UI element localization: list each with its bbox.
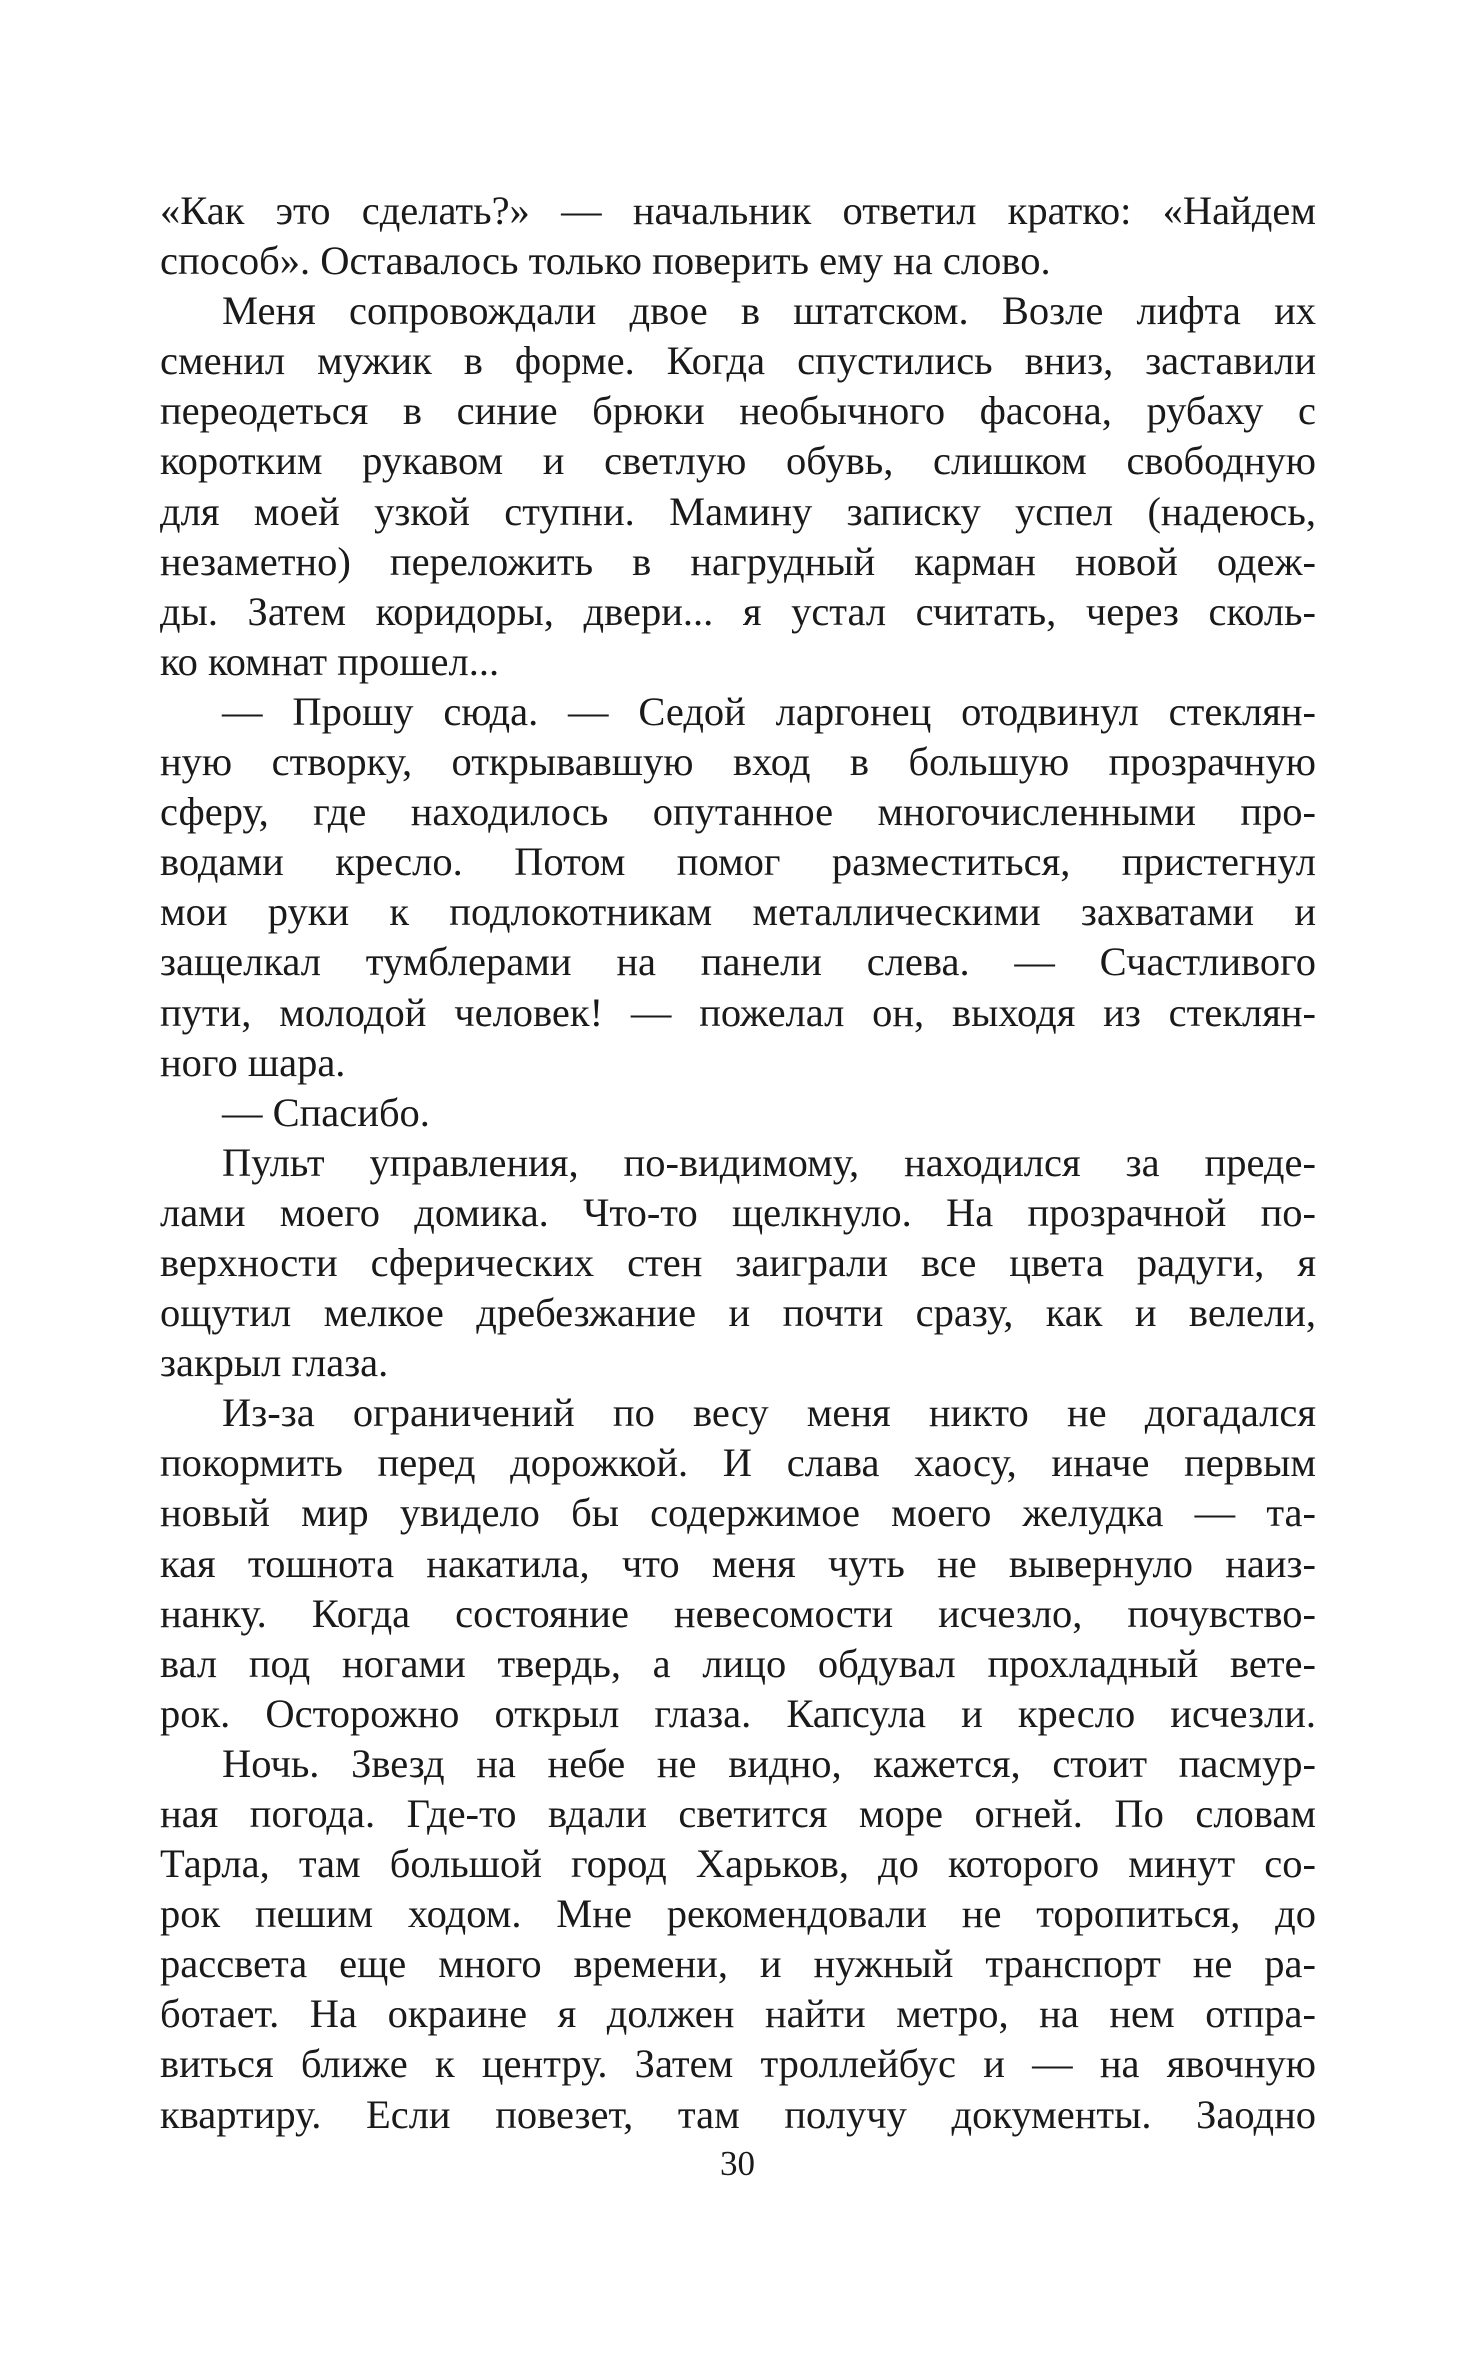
text-line: кая тошнота накатила, что меня чуть не вывернуло наиз- [160, 1540, 1316, 1586]
text-line: защелкал тумблерами на панели слева. — Счастливого [160, 939, 1316, 985]
text-line: незаметно) переложить в нагрудный карман новой одеж- [160, 538, 1316, 584]
text-line: переодеться в синие брюки необычного фасона, рубаху с [160, 388, 1316, 434]
text-line: коротким рукавом и светлую обувь, слишком свободную [160, 438, 1316, 484]
text-line: новый мир увидело бы содержимое моего желудка — та- [160, 1490, 1316, 1536]
text-line: способ». Оставалось только поверить ему на слово. [160, 238, 1051, 284]
text-line: покормить перед дорожкой. И слава хаосу, иначе первым [160, 1440, 1316, 1486]
text-line: виться ближе к центру. Затем троллейбус и — на явочную [160, 2041, 1316, 2087]
text-line: квартиру. Если повезет, там получу документы. Заодно [160, 2091, 1316, 2137]
text-line: рок пешим ходом. Мне рекомендовали не торопиться, до [160, 1891, 1316, 1937]
text-line: — Спасибо. [222, 1089, 430, 1135]
text-line: сферу, где находилось опутанное многочисленными про- [160, 789, 1316, 835]
text-line: Тарла, там большой город Харьков, до которого минут со- [160, 1841, 1316, 1887]
text-line: Из-за ограничений по весу меня никто не догадался [222, 1390, 1316, 1436]
text-line: Меня сопровождали двое в штатском. Возле лифта их [222, 288, 1316, 334]
text-line: — Прошу сюда. — Седой ларгонец отодвинул стеклян- [222, 688, 1316, 734]
text-line: «Как это сделать?» — начальник ответил кратко: «Найдем [160, 188, 1316, 233]
text-line: мои руки к подлокотникам металлическими захватами и [160, 889, 1316, 935]
text-line: рок. Осторожно открыл глаза. Капсула и кресло исчезли. [160, 1690, 1316, 1736]
text-line: сменил мужик в форме. Когда спустились вниз, заставили [160, 338, 1316, 384]
text-line: водами кресло. Потом помог разместиться, пристегнул [160, 839, 1316, 885]
text-line: ощутил мелкое дребезжание и почти сразу, как и велели, [160, 1290, 1316, 1336]
text-line: рассвета еще много времени, и нужный транспорт не ра- [160, 1941, 1316, 1987]
text-line: для моей узкой ступни. Мамину записку успел (надеюсь, [160, 488, 1316, 534]
text-line: ботает. На окраине я должен найти метро, на нем отпра- [160, 1991, 1316, 2037]
text-line: Ночь. Звезд на небе не видно, кажется, стоит пасмур- [222, 1740, 1316, 1786]
text-line: закрыл глаза. [160, 1340, 389, 1386]
text-line: верхности сферических стен заиграли все цвета радуги, я [160, 1239, 1316, 1285]
text-line: ного шара. [160, 1039, 346, 1085]
page-number: 30 [720, 2144, 755, 2183]
body-text [160, 186, 1316, 2140]
text-line: ды. Затем коридоры, двери... я устал считать, через сколь- [160, 588, 1316, 634]
text-line: ная погода. Где-то вдали светится море огней. По словам [160, 1791, 1316, 1836]
text-line: лами моего домика. Что-то щелкнуло. На прозрачной по- [160, 1189, 1316, 1235]
text-line: вал под ногами твердь, а лицо обдувал прохладный вете- [160, 1640, 1316, 1686]
text-line: ко комнат прошел... [160, 638, 500, 684]
text-line: Пульт управления, по-видимому, находился за преде- [222, 1139, 1316, 1185]
text-line: ную створку, открывавшую вход в большую прозрачную [160, 739, 1316, 785]
text-line: нанку. Когда состояние невесомости исчезло, почувство- [160, 1590, 1316, 1636]
text-line: пути, молодой человек! — пожелал он, выходя из стеклян- [160, 989, 1316, 1035]
